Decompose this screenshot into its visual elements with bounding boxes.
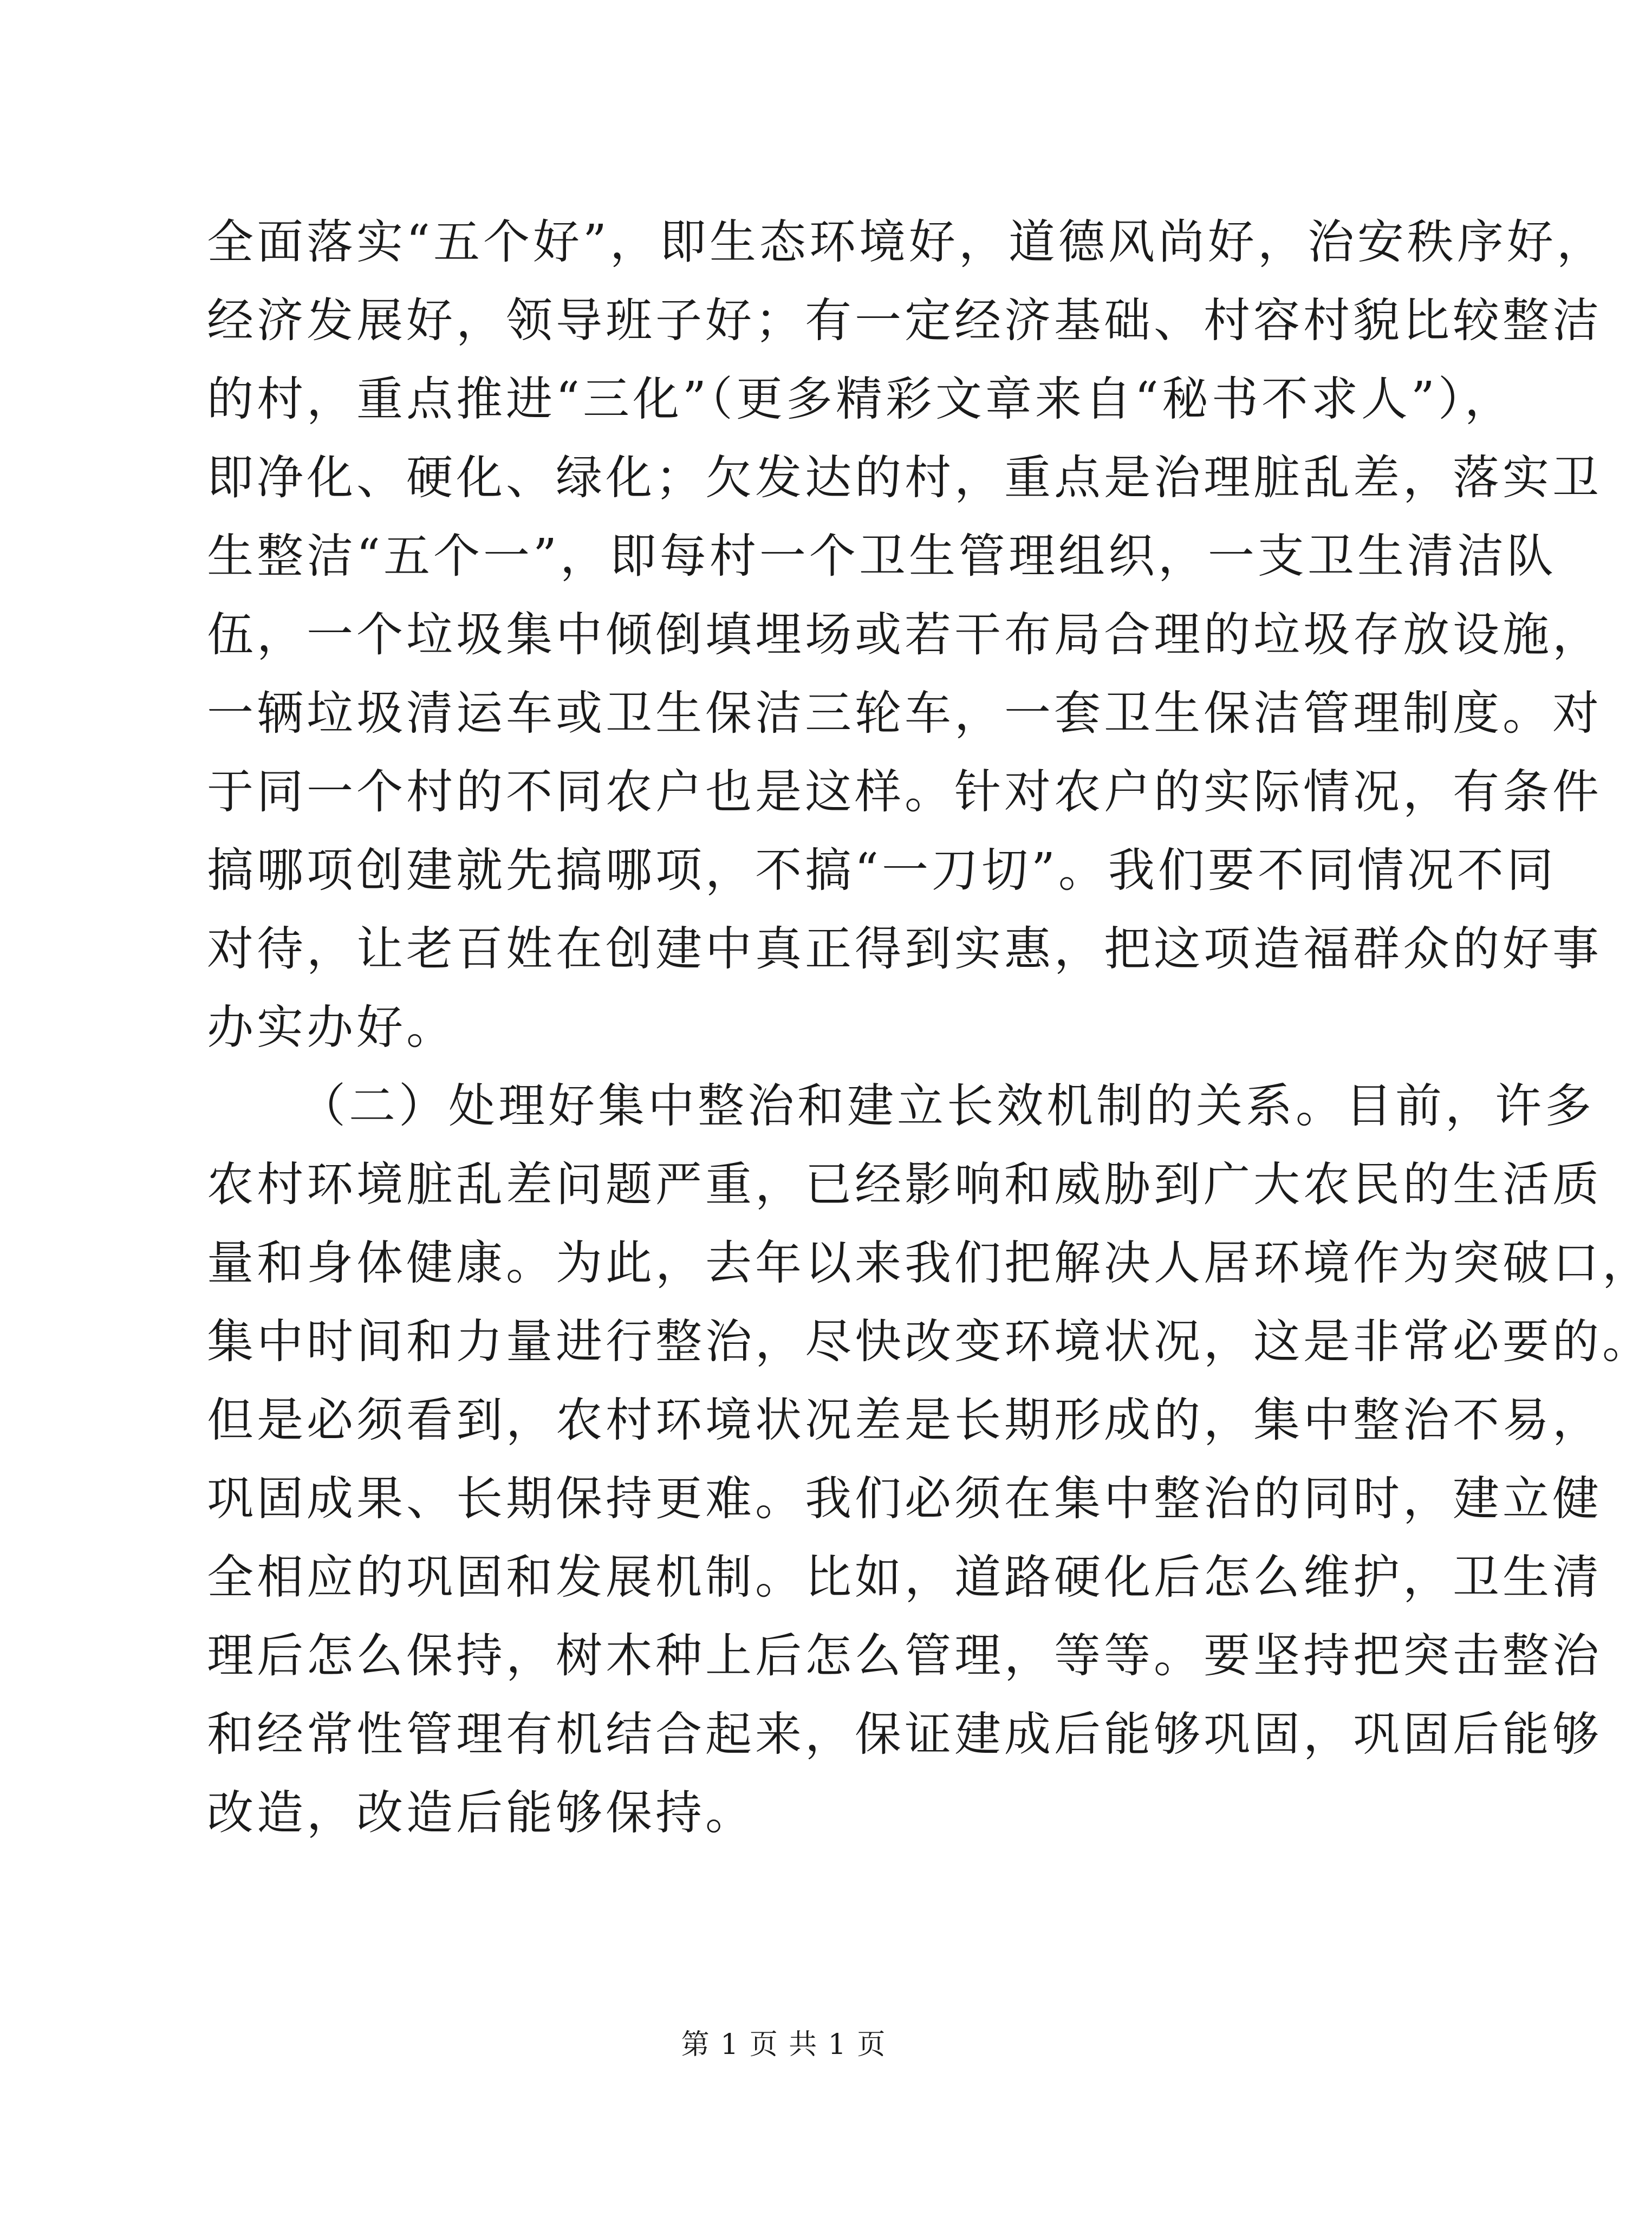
paragraph-line: 和经常性管理有机结合起来，保证建成后能够巩固，巩固后能够 [207, 1707, 1602, 1761]
paragraph-line: 全相应的巩固和发展机制。比如，道路硬化后怎么维护，卫生清 [207, 1550, 1602, 1604]
paragraph-line: 生整洁“五个一”，即每村一个卫生管理组织，一支卫生清洁队 [207, 529, 1557, 583]
paragraph-line: 量和身体健康。为此，去年以来我们把解决人居环境作为突破口， [207, 1236, 1652, 1290]
paragraph-line: 对待，让老百姓在创建中真正得到实惠，把这项造福群众的好事 [207, 922, 1602, 976]
paragraph-heading-line: （二）处理好集中整治和建立长效机制的关系。目前，许多 [299, 1079, 1595, 1133]
paragraph-line: 巩固成果、长期保持更难。我们必须在集中整治的同时，建立健 [207, 1472, 1602, 1526]
paragraph-line: 办实办好。 [207, 1000, 456, 1055]
paragraph-line: 一辆垃圾清运车或卫生保洁三轮车，一套卫生保洁管理制度。对 [207, 686, 1602, 740]
paragraph-line: 农村环境脏乱差问题严重，已经影响和威胁到广大农民的生活质 [207, 1158, 1602, 1212]
paragraph-line: 即净化、硬化、绿化；欠发达的村，重点是治理脏乱差，落实卫 [207, 451, 1602, 505]
paragraph-line: 但是必须看到，农村环境状况差是长期形成的，集中整治不易， [207, 1393, 1602, 1447]
paragraph-line: 伍，一个垃圾集中倾倒填埋场或若干布局合理的垃圾存放设施， [207, 608, 1602, 662]
paragraph-line: 全面落实“五个好”，即生态环境好，道德风尚好，治安秩序好， [207, 215, 1607, 269]
paragraph-line: 改造，改造后能够保持。 [207, 1786, 755, 1840]
paragraph-line: 于同一个村的不同农户也是这样。针对农户的实际情况，有条件 [207, 765, 1602, 819]
paragraph-line: 经济发展好，领导班子好；有一定经济基础、村容村貌比较整洁 [207, 294, 1602, 348]
paragraph-line: 理后怎么保持，树木种上后怎么管理，等等。要坚持把突击整治 [207, 1629, 1602, 1683]
page-number-footer: 第 1 页 共 1 页 [681, 2029, 887, 2061]
paragraph-line: 搞哪项创建就先搞哪项，不搞“一刀切”。我们要不同情况不同 [207, 843, 1557, 898]
paragraph-line: 的村，重点推进“三化”（更多精彩文章来自“秘书不求人”）， [207, 372, 1514, 426]
paragraph-line: 集中时间和力量进行整治，尽快改变环境状况，这是非常必要的。 [207, 1315, 1652, 1369]
